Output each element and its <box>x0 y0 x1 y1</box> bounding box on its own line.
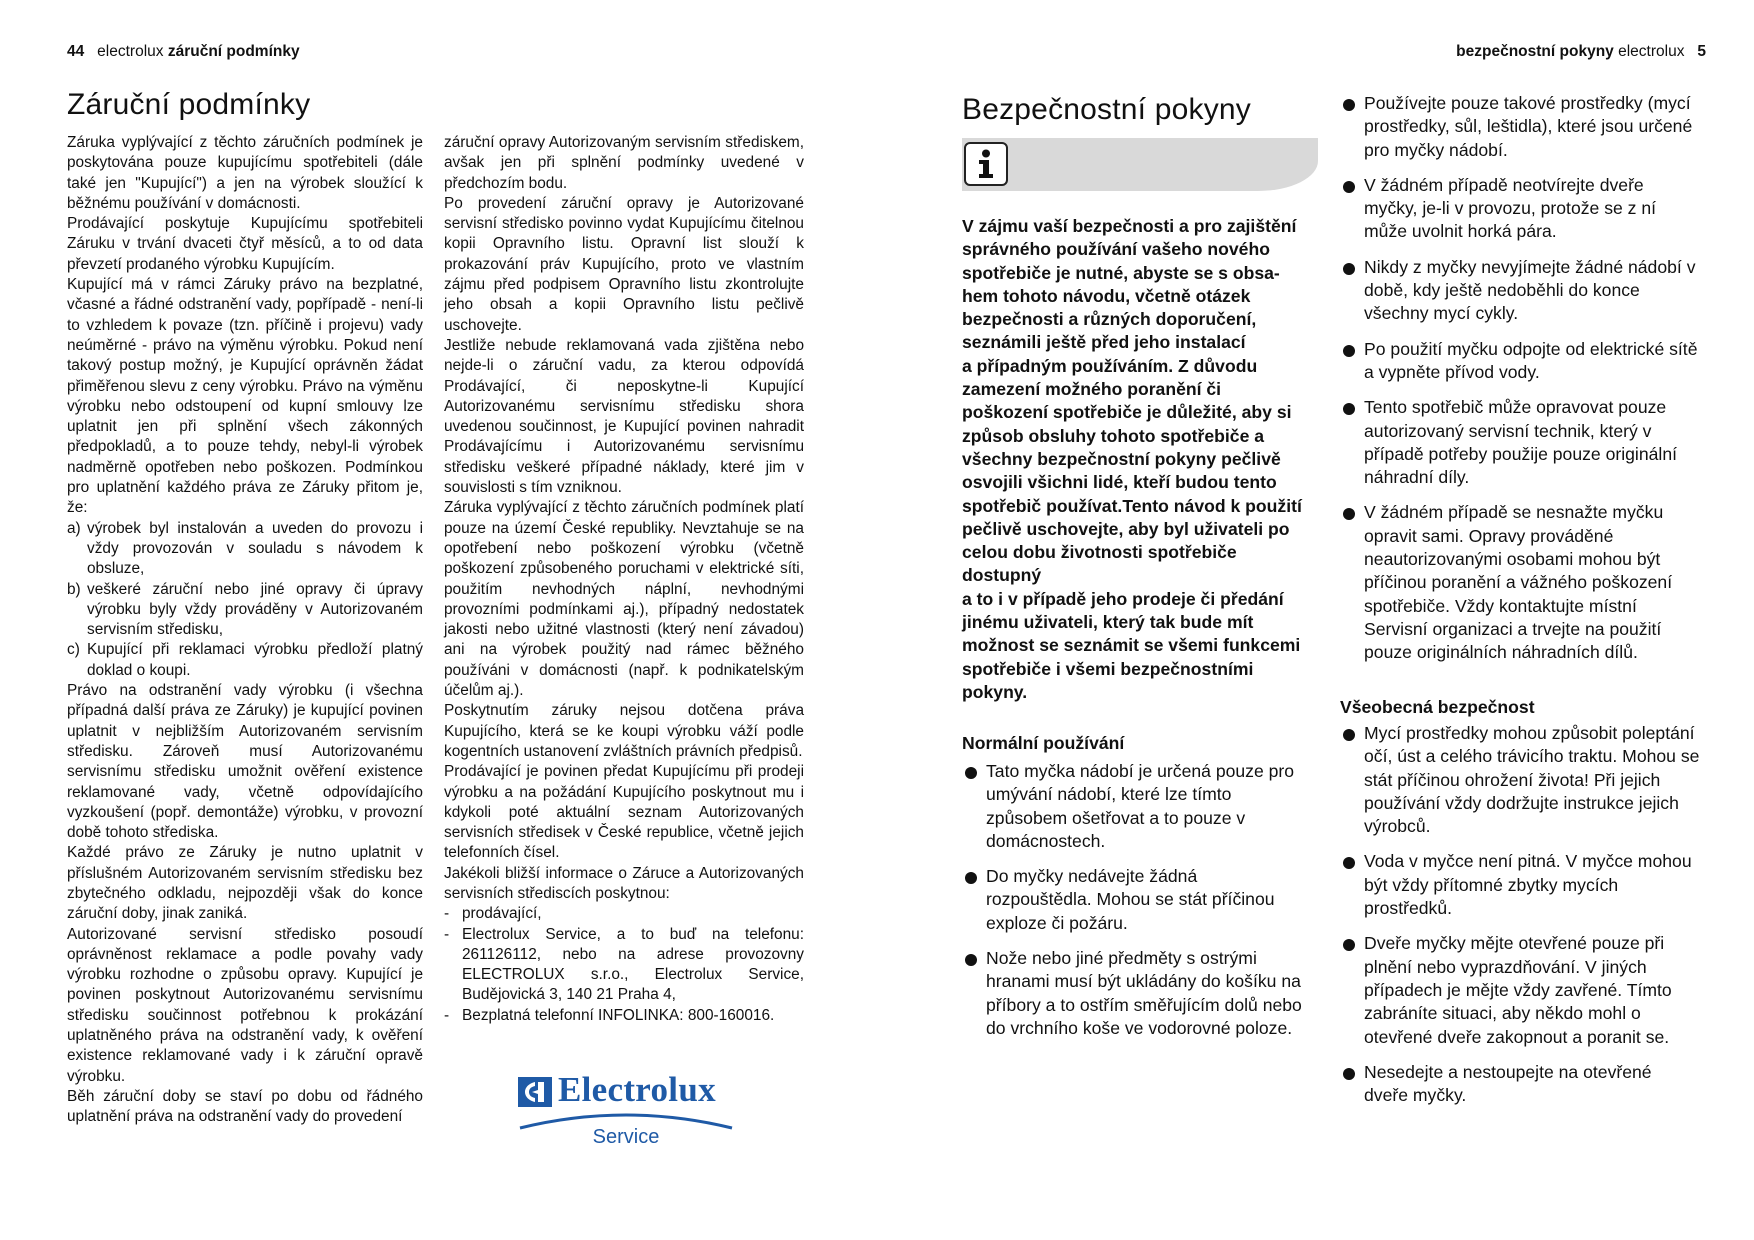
list-item <box>67 519 423 580</box>
bullet-icon <box>962 760 986 853</box>
paragraph: Prodávající je povinen předat Kupujícímu při prodeji výrobku a na požádání Kupujícího poskytnout mu i kdykoli poté aktuální seznam Autorizovaných servisních středisek v České republice, včetně jejich telefonních čísel. <box>444 763 804 862</box>
intro-line: poškození spotřebiče je důležité, aby si <box>962 402 1292 423</box>
intro-line: a případným používáním. Z důvodu <box>962 355 1258 376</box>
list-text: Voda v myčce není pitná. V myčce mohou být vždy přítomné zbytky mycích prostředků. <box>1364 851 1692 919</box>
paragraph: Běh záruční doby se staví po dobu od řádného uplatnění práva na odstranění vady do provedení <box>67 1087 423 1126</box>
intro-line: správného používání vašeho nového <box>962 239 1270 260</box>
intro-line: seznámili ještě před jeho instalací <box>962 332 1246 353</box>
bullet-icon <box>1340 92 1364 162</box>
list-marker: - <box>444 925 450 943</box>
intro-line: pokyny. <box>962 681 1028 702</box>
paragraph: Prodávající poskytuje Kupujícímu spotřebiteli Záruku v trvání dvaceti čtyř měsíců, a to od data převzetí prodaného výrobku Kupujícím. <box>67 215 423 273</box>
warranty-column-2 <box>444 133 804 1026</box>
list-text: Nože nebo jiné předměty s ostrými hranami musí být ukládány do košíku na příbory a to ostřím směřujícím dolů nebo do vrchního koše ve vodorovné poloze. <box>986 948 1302 1038</box>
list-item <box>1340 174 1700 244</box>
list-text: Bezplatná telefonní INFOLINKA: 800-160016. <box>462 1006 775 1024</box>
list-item <box>962 865 1302 935</box>
list-item <box>444 925 804 1006</box>
logo-brand-name: Electrolux <box>558 1070 716 1109</box>
list-text: Dveře myčky mějte otevřené pouze při plnění nebo vyprazdňování. V jiných případech je mějte vždy zavřené. Tímto zabráníte situaci, aby někdo mohl o otevřené dveře zakopnout a poranit se. <box>1364 933 1672 1047</box>
safety-intro <box>962 215 1322 704</box>
general-safety-list <box>1340 722 1700 1119</box>
intro-line: všechny bezpečnostní pokyny pečlivě <box>962 448 1281 469</box>
intro-line: hem tohoto návodu, včetně otázek <box>962 285 1251 306</box>
bullet-icon <box>962 865 986 935</box>
intro-line: a to i v případě jeho prodeje či předání <box>962 588 1284 609</box>
intro-line: spotřebiče je nutné, abyste se s obsa- <box>962 262 1280 283</box>
paragraph: Záruka vyplývající z těchto záručních podmínek je poskytována pouze kupujícímu spotřebiteli (dále také jen "Kupující") a jen na výrobek sloužící k běžnému používání v domácnosti. <box>67 134 423 212</box>
list-text: Tento spotřebič může opravovat pouze autorizovaný servisní technik, který v případě potřeby použije pouze originální náhradní díly. <box>1364 397 1677 488</box>
bullet-icon <box>1340 338 1364 385</box>
list-text: V žádném případě neotvírejte dveře myčky, je-li v provozu, protože se z ní může uvolnit horká pára. <box>1364 174 1657 242</box>
intro-line: spotřebiče i všemi bezpečnostními <box>962 658 1254 679</box>
list-text: prodávající, <box>462 905 542 923</box>
intro-line: jinému uživateli, který tak bude mít <box>962 612 1254 633</box>
list-item <box>1340 256 1700 326</box>
paragraph: Poskytnutím záruky nejsou dotčena práva Kupujícího, která se ke koupi výrobku váží podle kogentních ustanovení zvláštních právních předpisů. <box>444 702 804 760</box>
general-safety-heading: Všeobecná bezpečnost <box>1340 697 1535 717</box>
intro-line: zamezení možného poranění či <box>962 379 1222 400</box>
list-item <box>1340 92 1700 162</box>
intro-line: osvojili všichni lidé, kteří budou tento <box>962 472 1277 493</box>
intro-line: pečlivě uschovejte, aby byl uživateli po <box>962 518 1290 539</box>
page-title: Záruční podmínky <box>67 88 311 121</box>
header-section: záruční podmínky <box>167 43 300 60</box>
list-item <box>962 760 1302 853</box>
paragraph: Záruka vyplývající z těchto záručních podmínek platí pouze na území České republiky. Nevztahuje se na opotřebení nebo poškození výrobku (včetně poškození způsobeného poruchami v elektrické síti, použitím nevhodných náplní, nevhodnými provozními podmínkami aj.), případný nedostatek jakosti nebo užitné vlastnosti (který není závadou) ani na výrobek použitý nad rámec běžného používáni v domácnosti (např. k podnikatelským účelům aj.). <box>444 499 804 700</box>
info-icon <box>964 142 1008 186</box>
list-text: Nikdy z myčky nevyjímejte žádné nádobí v době, kdy ještě nedoběhli do konce všechny mycí cykly. <box>1364 256 1696 324</box>
list-item <box>1340 1061 1700 1108</box>
intro-line: bezpečnosti a různých doporučení, <box>962 309 1257 330</box>
list-text: Tato myčka nádobí je určená pouze pro umývání nádobí, které lze tímto způsobem ošetřovat a to pouze v domácnostech. <box>986 761 1295 851</box>
intro-line: možnost se seznámit se všemi funkcemi <box>962 635 1301 656</box>
safety-list <box>1340 92 1700 677</box>
list-text: veškeré záruční nebo jiné opravy či úpravy výrobku byly vždy prováděny v Autorizovaném servisním středisku, <box>87 580 423 639</box>
bullet-icon <box>1340 850 1364 920</box>
intro-line: způsob obsluhy tohoto spotřebiče a <box>962 425 1265 446</box>
intro-line: spotřebič používat.Tento návod k použití <box>962 495 1302 516</box>
paragraph: Po provedení záruční opravy je Autorizované servisní středisko povinno vydat Kupujícímu čitelnou kopii Opravního listu. Opravní list slouží k prokazování práv Kupujícího, proto ve vlastním zájmu před podpisem Opravního listu zkontrolujte jeho obsah a kopii Opravního listu pečlivě uschovejte. <box>444 194 804 334</box>
list-text: Electrolux Service, a to buď na telefonu: 261126112, nebo na adrese provozovny ELECTROLUX s.r.o., Electrolux Service, Budějovická 3, 140 21 Praha 4, <box>462 925 804 1004</box>
bullet-icon <box>1340 932 1364 1048</box>
list-text: Do myčky nedávejte žádná rozpouštědla. Mohou se stát příčinou exploze či požáru. <box>986 866 1275 933</box>
list-text: Kupující při reklamaci výrobku předloží platný doklad o koupi. <box>87 641 423 679</box>
bullet-icon <box>962 947 986 1040</box>
bullet-icon <box>1340 1061 1364 1108</box>
list-item <box>962 947 1302 1040</box>
list-text: V žádném případě se nesnažte myčku opravit sami. Opravy prováděné neautorizovanými osobami mohou být příčinou poranění a vážného poškození spotřebiče. Vždy kontaktujte místní Servisní organizaci a trvejte na použití pouze originálních náhradních dílů. <box>1364 502 1673 663</box>
intro-line: dostupný <box>962 565 1042 586</box>
page-number: 5 <box>1697 43 1706 60</box>
list-text: výrobek byl instalován a uveden do provozu i vždy provozován v souladu s návodem k obsluze, <box>87 519 423 578</box>
list-text: Po použití myčku odpojte od elektrické sítě a vypněte přívod vody. <box>1364 338 1698 382</box>
header-section: bezpečnostní pokyny <box>1456 43 1614 60</box>
list-item <box>444 904 804 924</box>
list-item <box>1340 396 1700 489</box>
header-brand: electrolux <box>97 43 164 60</box>
paragraph: Právo na odstranění vady výrobku (i všechna případná další práva ze Záruky) je kupující povinen uplatnit v nejbližším Autorizovaném servisním středisku. Zároveň musí Autorizovanému servisnímu středisku umožnit ověření existence reklamované vady, včetně odpovídajícího vyzkoušení (popř. demontáže) výrobku, v provozní době tohoto střediska. <box>67 682 423 842</box>
list-item <box>1340 338 1700 385</box>
left-page-header <box>67 43 300 61</box>
list-item <box>1340 932 1700 1048</box>
right-page-header <box>1456 43 1706 61</box>
section-title: Bezpečnostní pokyny <box>962 93 1251 126</box>
page-number: 44 <box>67 43 85 60</box>
list-item <box>67 580 423 641</box>
normal-use-heading: Normální používání <box>962 733 1125 753</box>
list-text: Nesedejte a nestoupejte na otevřené dveře myčky. <box>1364 1061 1652 1106</box>
list-marker: - <box>444 905 450 923</box>
bullet-icon <box>1340 722 1364 838</box>
list-item <box>1340 501 1700 664</box>
bullet-icon <box>1340 256 1364 326</box>
list-text: Mycí prostředky mohou způsobit poleptání očí, úst a celého trávicího traktu. Mohou se stát příčinou ohrožení života! Při jejich používání vždy dodržujte instrukce jejich výrobců. <box>1364 723 1700 837</box>
paragraph: Jakékoli bližší informace o Záruce a Autorizovaných servisních střediscích poskytnou: <box>444 864 804 902</box>
paragraph: Kupující má v rámci Záruky právo na bezplatné, včasné a řádné odstranění vady, popřípadě - není-li to vzhledem k povaze (tzn. příčině i projevu) vady neúměrné - právo na výměnu výrobku. Pokud není takový postup možný, je Kupující oprávněn žádat přiměřenou slevu z ceny výrobku. Právo na výměnu výrobku nebo odstoupení od kupní smlouvy lze uplatnit jen při splnění všech zákonných předpokladů, a to pouze tehdy, nebyl-li výrobek nadměrně opotřeben nebo poškozen. Podmínkou pro uplatnění každého práva ze Záruky přitom je, že: <box>67 276 423 517</box>
bullet-icon <box>1340 501 1364 664</box>
list-marker: a) <box>67 519 81 537</box>
electrolux-service-logo <box>518 1072 734 1152</box>
list-item <box>1340 722 1700 838</box>
paragraph: Jestliže nebude reklamovaná vada zjištěna nebo nejde-li o záruční vadu, za kterou odpovídá Prodávající, či neposkytne-li Kupující Autorizovanému servisnímu středisku shora uvedenou součinnost, je Kupující povinen nahradit Prodávajícímu i Autorizovanému servisnímu středisku veškeré případné náklady, které jim v souvislosti s tím vzniknou. <box>444 336 804 497</box>
logo-subtitle: Service <box>592 1126 660 1148</box>
info-banner <box>962 138 1318 191</box>
paragraph: Každé právo ze Záruky je nutno uplatnit v příslušném Autorizovaném servisním středisku bez zbytečného odkladu, nejpozději však do konce záruční doby, jinak zaniká. <box>67 844 423 923</box>
normal-use-list <box>962 760 1302 1052</box>
bullet-icon <box>1340 174 1364 244</box>
list-marker: - <box>444 1006 450 1024</box>
list-marker: b) <box>67 580 81 598</box>
intro-line: V zájmu vaší bezpečnosti a pro zajištění <box>962 216 1297 236</box>
list-item <box>67 640 423 681</box>
bullet-icon <box>1340 396 1364 489</box>
paragraph: Autorizované servisní středisko posoudí oprávněnost reklamace a podle povahy vady výrobku rozhodne o způsobu opravy. Kupující je povinen poskytnout Autorizovanému servisnímu středisku součinnost potřebnou k prokázání uplatněného práva na odstranění vady, k ověření existence reklamované vady i k záruční opravě výrobku. <box>67 925 423 1085</box>
warranty-column-1 <box>67 133 423 1128</box>
list-item <box>1340 850 1700 920</box>
intro-line: celou dobu životnosti spotřebiče <box>962 542 1237 563</box>
paragraph: záruční opravy Autorizovaným servisním střediskem, avšak jen při splnění podmínky uvedené v předchozím bodu. <box>444 134 804 192</box>
list-text: Používejte pouze takové prostředky (mycí prostředky, sůl, leštidla), které jsou určené pro myčky nádobí. <box>1364 93 1693 160</box>
header-brand: electrolux <box>1618 43 1685 60</box>
list-item <box>444 1006 804 1026</box>
electrolux-emblem-icon <box>518 1077 552 1107</box>
list-marker: c) <box>67 641 80 659</box>
